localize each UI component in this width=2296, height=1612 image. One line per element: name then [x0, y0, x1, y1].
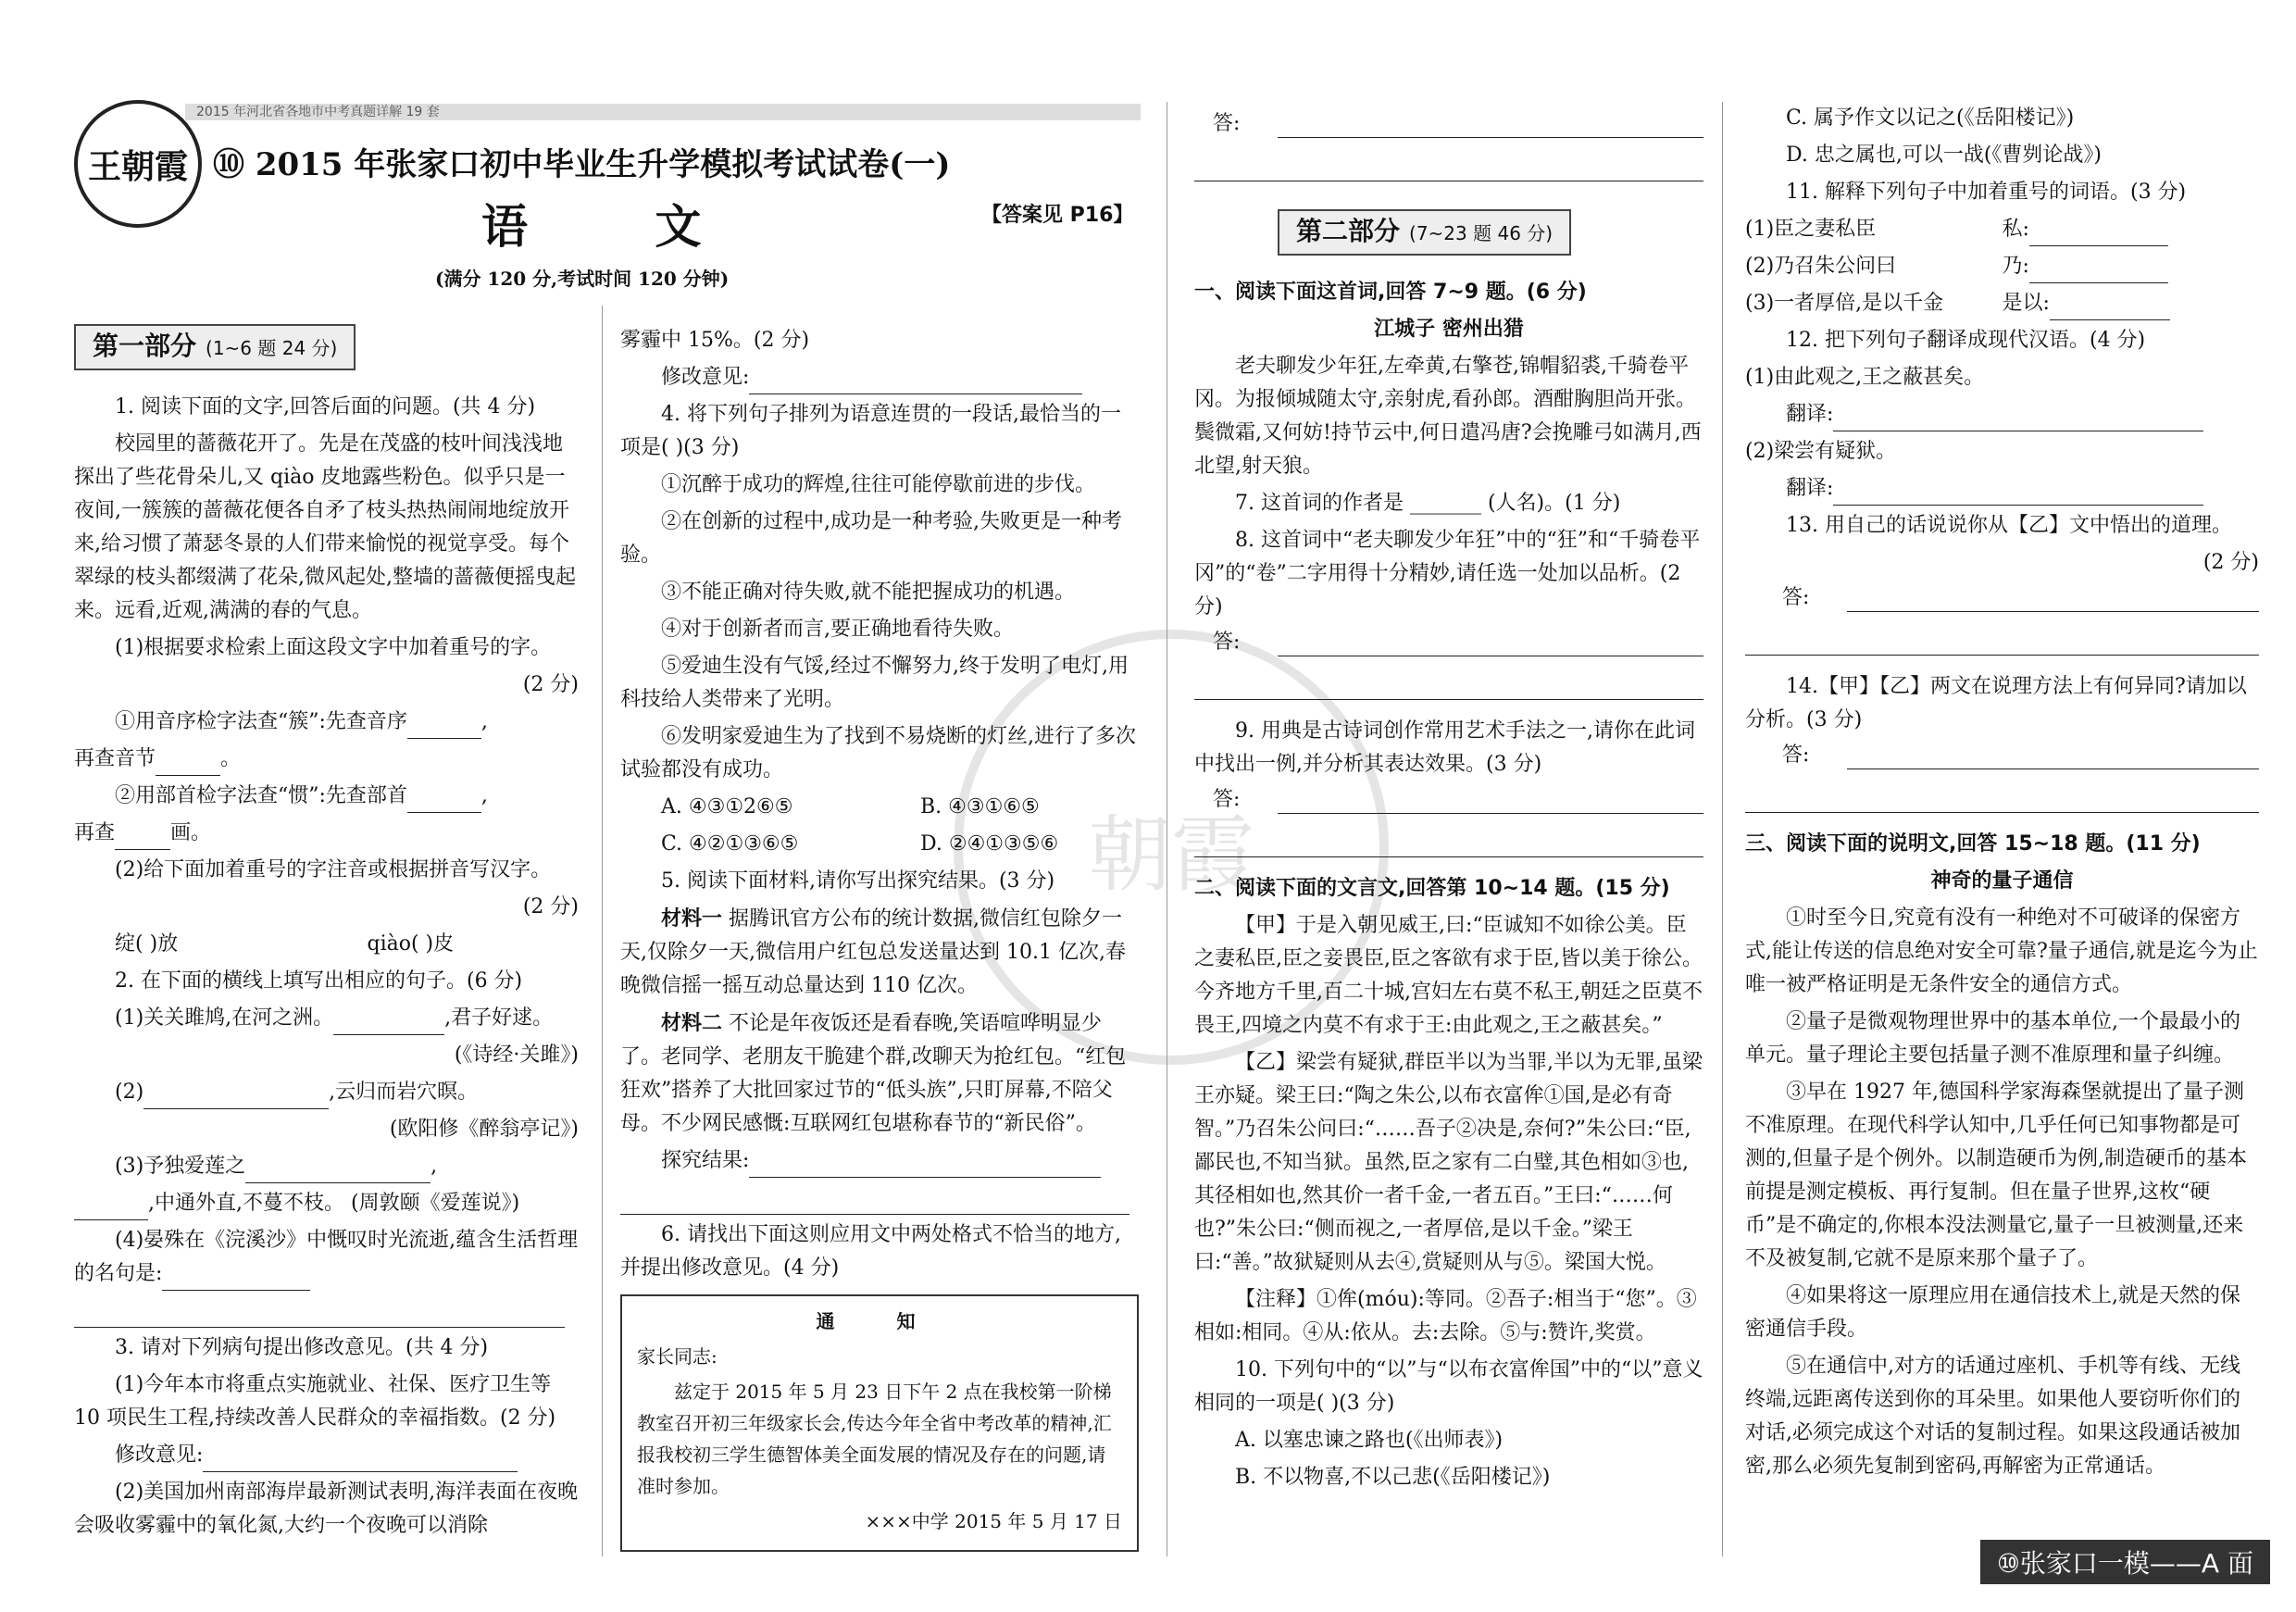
q14-answer-line-2	[1745, 784, 2259, 813]
answer-reference: 【答案见 P16】	[981, 204, 1134, 227]
q2-2: (2) ,云归而岩穴暝。	[74, 1076, 579, 1109]
section-2-heading: 二、阅读下面的文言文,回答第 10~14 题。(15 分)	[1194, 877, 1670, 900]
q11-2: (2)乃召朱公问曰 乃:	[1745, 250, 2259, 283]
q9-prompt: 9. 用典是古诗词创作常用艺术手法之一,请你在此词中找出一例,并分析其表达效果。(3 分)	[1194, 719, 1695, 776]
q2-1-source: (《诗经·关雎》)	[454, 1043, 579, 1067]
q1-1a2: 再查音节 。	[74, 743, 579, 776]
column-1	[74, 324, 579, 1546]
part1-badge	[74, 324, 356, 370]
q2-4-line	[74, 1294, 579, 1328]
poem-title: 江城子 密州出猎	[1374, 318, 1524, 341]
notice-sign: ×××中学 2015 年 5 月 17 日	[865, 1510, 1122, 1532]
q12-prompt: 12. 把下列句子翻译成现代汉语。(4 分)	[1786, 329, 2146, 352]
q13-score: (2 分)	[2202, 551, 2259, 574]
q1-prompt: 1. 阅读下面的文字,回答后面的问题。(共 4 分)	[115, 395, 536, 419]
column-2	[620, 324, 1139, 1561]
passage-yi: 【乙】梁尝有疑狱,群臣半以为当罪,半以为无罪,虽梁王亦疑。梁王曰:“陶之朱公,以布衣富侔①国,是必有奇智。”乃召朱公问曰:“……吾子②决是,奈何?”朱公曰:“臣,鄙民也,不知当狱。虽然,臣之家有二白璧,其色相如③也,其径相如也,然其价一者千金,一者五百。”王曰:“……何也?”朱公曰:“侧而视之,一者厚倍,是以千金。”梁王曰:“善。”故狱疑则从去④,赏疑则从与⑤。梁国大悦。	[1194, 1051, 1703, 1274]
passage-jia: 【甲】于是入朝见威王,曰:“臣诚知不如徐公美。臣之妻私臣,臣之妾畏臣,臣之客欲有求于臣,皆以美于徐公。今齐地方千里,百二十城,宫妇左右莫不私王,朝廷之臣莫不畏王,四境之内莫不有求于王:由此观之,王之蔽甚矣。”	[1194, 914, 1703, 1037]
q12-1-answer: 翻译:	[1745, 398, 2259, 431]
article-para-2: ②量子是微观物理世界中的基本单位,一个最最小的单元。量子理论主要包括量子测不准原理和量子纠缠。	[1745, 1010, 2240, 1067]
notice-title: 通 知	[816, 1310, 943, 1332]
q8-answer-line: 答:	[1278, 628, 1703, 656]
column-3	[1194, 102, 1703, 1498]
score-info: (满分 120 分,考试时间 120 分钟)	[435, 268, 730, 290]
q8-prompt: 8. 这首词中“老夫聊发少年狂”中的“狂”和“千骑卷平冈”的“卷”二字用得十分精妙,请任选一处加以品析。(2 分)	[1194, 529, 1701, 619]
q4-item-2: ②在创新的过程中,成功是一种考验,失败更是一种考验。	[620, 510, 1122, 567]
part1-label: 第一部分	[93, 331, 197, 361]
q2-1: (1)关关雎鸠,在河之洲。 ,君子好逑。	[74, 1002, 579, 1035]
q1-2-score: (2 分)	[522, 895, 579, 918]
q3-2-cont: 雾霾中 15%。(2 分)	[620, 329, 810, 352]
part2-range: (7~23 题 46 分)	[1409, 222, 1554, 244]
q1-1-prompt: (1)根据要求检索上面这段文字中加着重号的字。	[115, 636, 552, 659]
q10-option-b: B. 不以物喜,不以己悲(《岳阳楼记》)	[1235, 1466, 1551, 1489]
exam-title: ⑩ 2015 年张家口初中毕业生升学模拟考试试卷(一)	[213, 146, 951, 183]
q6-answer-line-2	[1194, 153, 1703, 181]
column-4	[1745, 102, 2259, 1487]
q1-1a: ①用音序检字法查“簇”:先查音序 ,	[74, 706, 579, 739]
q10-prompt: 10. 下列句中的“以”与“以布衣富侔国”中的“以”意义相同的一项是( )(3 分)	[1194, 1358, 1703, 1415]
q7-prompt: 7. 这首词的作者是 _______ (人名)。(1 分)	[1235, 492, 1621, 515]
article-para-5: ⑤在通信中,对方的话通过座机、手机等有线、无线终端,远距离传送到你的耳朵里。如果他人要窃听你们的对话,必须完成这个对话的复制过程。如果这段通话被加密,那么必须先复制到密码,再解密为正常通话。	[1745, 1355, 2240, 1478]
q12-1: (1)由此观之,王之蔽甚矣。	[1745, 366, 1985, 389]
q13-answer-line-2	[1745, 627, 2259, 656]
notice-body: 兹定于 2015 年 5 月 23 日下午 2 点在我校第一阶梯教室召开初三年级家长会,传达今年全省中考改革的精神,汇报我校初三学生德智体美全面发展的情况及存在的问题,请准时参加。	[637, 1381, 1112, 1497]
q3-prompt: 3. 请对下列病句提出修改意见。(共 4 分)	[115, 1336, 489, 1359]
q5-prompt: 5. 阅读下面材料,请你写出探究结果。(3 分)	[661, 869, 1055, 893]
article-para-3: ③早在 1927 年,德国科学家海森堡就提出了量子测不准原理。在现代科学认知中,几乎任何已知事物都是可测的,但量子是个例外。以制造硬币为例,制造硬币的基本前提是测定模板、再行复制。但在量子世界,这枚“硬币”是不确定的,你根本没法测量它,量子一旦被测量,还来不及被复制,它就不是原来那个量子了。	[1745, 1081, 2247, 1270]
section-3-heading: 三、阅读下面的说明文,回答 15~18 题。(11 分)	[1745, 832, 2201, 856]
q11-prompt: 11. 解释下列句子中加着重号的词语。(3 分)	[1786, 181, 2187, 204]
q6-answer-line: 答:	[1278, 109, 1703, 138]
q4-item-5: ⑤爱迪生没有气馁,经过不懈努力,终于发明了电灯,用科技给人类带来了光明。	[620, 655, 1129, 711]
column-divider	[602, 306, 603, 1556]
q2-3b: ,中通外直,不蔓不枝。 (周敦颐《爱莲说》)	[74, 1187, 579, 1220]
q1-2-items: 绽( )放 qiào( )皮	[115, 932, 455, 956]
q14-prompt: 14.【甲】【乙】两文在说理方法上有何异同?请加以分析。(3 分)	[1745, 675, 2247, 731]
notice-greeting: 家长同志:	[637, 1345, 718, 1368]
q4-item-6: ⑥发明家爱迪生为了找到不易烧断的灯丝,进行了多次试验都没有成功。	[620, 725, 1136, 781]
subject-title: 语 文	[481, 199, 757, 254]
notes: 【注释】①侔(móu):等同。②吾子:相当于“您”。③相如:相同。④从:依从。去:去除。⑤与:赞许,奖赏。	[1194, 1288, 1697, 1344]
q4-prompt: 4. 将下列句子排列为语意连贯的一段话,最恰当的一项是( )(3 分)	[620, 403, 1121, 459]
q11-3: (3)一者厚倍,是以千金 是以:	[1745, 287, 2259, 320]
q5-answer-line	[620, 1181, 1139, 1215]
q8-answer-line-2	[1194, 671, 1703, 700]
q14-answer-line: 答:	[1847, 741, 2259, 769]
q1-1-score: (2 分)	[522, 673, 579, 696]
q12-2: (2)梁尝有疑狱。	[1745, 440, 1897, 463]
q10-option-c: C. 属予作文以记之(《岳阳楼记》)	[1786, 106, 2075, 130]
q10-option-d: D. 忠之属也,可以一战(《曹刿论战》)	[1786, 144, 2103, 167]
q13-prompt: 13. 用自己的话说说你从【乙】文中悟出的道理。	[1786, 514, 2232, 537]
q13-answer-line: 答:	[1847, 583, 2259, 612]
poem-text: 老夫聊发少年狂,左牵黄,右擎苍,锦帽貂裘,千骑卷平冈。为报倾城随太守,亲射虎,看孙郎。酒酣胸胆尚开张。鬓微霜,又何妨!持节云中,何日遣冯唐?会挽雕弓如满月,西北望,射天狼。	[1194, 355, 1702, 478]
q1-text: 校园里的蔷薇花开了。先是在茂盛的枝叶间浅浅地探出了些花骨朵儿,又 qiào 皮地露些粉色。似乎只是一夜间,一簇簇的蔷薇花便各自矛了枝头热热闹闹地绽放开来,给习惯了萧瑟冬景的人们带来愉悦的视觉享受。每个翠绿的枝头都缀满了花朵,微风起处,整墙的蔷薇便摇曳起来。远看,近观,满满的春的气息。	[74, 432, 576, 622]
publisher-logo: 王朝霞	[74, 100, 202, 228]
q3-2: (2)美国加州南部海岸最新测试表明,海洋表面在夜晚会吸收雾霾中的氧化氮,大约一个夜晚可以消除	[74, 1481, 579, 1537]
q5-material-2: 材料二 不论是年夜饭还是看春晚,笑语喧哗明显少了。老同学、老朋友干脆建个群,改聊天为抢红包。“红包狂欢”搭养了大批回家过节的“低头族”,只盯屏幕,不陪父母。不少网民感慨:互联网红包堪称春节的“新民俗”。	[620, 1011, 1127, 1135]
article-para-4: ④如果将这一原理应用在通信技术上,就是天然的保密通信手段。	[1745, 1284, 2240, 1341]
q4-item-4: ④对于创新者而言,要正确地看待失败。	[661, 618, 1014, 641]
q4-item-1: ①沉醉于成功的辉煌,往往可能停歇前进的步伐。	[661, 473, 1095, 496]
part2-label: 第二部分	[1296, 216, 1401, 246]
q6-prompt: 6. 请找出下面这则应用文中两处格式不恰当的地方,并提出修改意见。(4 分)	[620, 1223, 1121, 1280]
page-footer: ⑩张家口一模——A 面	[1980, 1540, 2270, 1584]
q11-1: (1)臣之妻私臣 私:	[1745, 213, 2259, 246]
q10-option-a: A. 以塞忠谏之路也(《出师表》)	[1235, 1429, 1504, 1452]
q2-2-source: (欧阳修《醉翁亭记》)	[389, 1118, 579, 1141]
q4-options-ab: A. ④③①2⑥⑤ B. ④③①⑥⑤	[661, 795, 1040, 818]
q9-answer-line-2	[1194, 829, 1703, 857]
notice-box	[620, 1294, 1139, 1552]
q2-prompt: 2. 在下面的横线上填写出相应的句子。(6 分)	[115, 969, 523, 993]
q5-material-1: 材料一 据腾讯官方公布的统计数据,微信红包除夕一天,仅除夕一天,微信用户红包总发送量达到 10.1 亿次,春晚微信摇一摇互动总量达到 110 亿次。	[620, 906, 1126, 997]
q1-1b2: 再查 画。	[74, 817, 579, 850]
part2-badge	[1278, 209, 1571, 256]
q1-1b: ②用部首检字法查“惯”:先查部首 ,	[74, 780, 579, 813]
series-bar: 2015 年河北省各地市中考真题详解 19 套	[185, 104, 1141, 120]
q2-4: (4)晏殊在《浣溪沙》中慨叹时光流逝,蕴含生活哲理的名句是:	[74, 1224, 579, 1291]
q2-3: (3)予独爱莲之 ,	[74, 1150, 579, 1183]
column-divider	[1722, 102, 1723, 1556]
q12-2-answer: 翻译:	[1745, 472, 2259, 506]
q3-2-answer: 修改意见:	[620, 361, 1139, 394]
q4-item-3: ③不能正确对待失败,就不能把握成功的机遇。	[661, 581, 1075, 604]
q9-answer-line: 答:	[1278, 785, 1703, 814]
q1-2-prompt: (2)给下面加着重号的字注音或根据拼音写汉字。	[115, 858, 552, 881]
q4-options-cd: C. ④②①③⑥⑤ D. ②④①③⑤⑥	[661, 832, 1059, 856]
watermark-seal: 朝霞	[954, 630, 1389, 1065]
article-title: 神奇的量子通信	[1930, 869, 2074, 893]
q5-answer: 探究结果:	[620, 1144, 1139, 1178]
article-para-1: ①时至今日,究竟有没有一种绝对不可破译的保密方式,能让传送的信息绝对安全可靠?量子通信,就是迄今为止唯一被严格证明是无条件安全的通信方式。	[1745, 906, 2258, 996]
section-1-heading: 一、阅读下面这首词,回答 7~9 题。(6 分)	[1194, 281, 1587, 304]
q3-1: (1)今年本市将重点实施就业、社保、医疗卫生等 10 项民生工程,持续改善人民群众的幸福指数。(2 分)	[74, 1373, 556, 1430]
part1-range: (1~6 题 24 分)	[206, 337, 338, 359]
q3-1-answer: 修改意见:	[74, 1439, 579, 1472]
